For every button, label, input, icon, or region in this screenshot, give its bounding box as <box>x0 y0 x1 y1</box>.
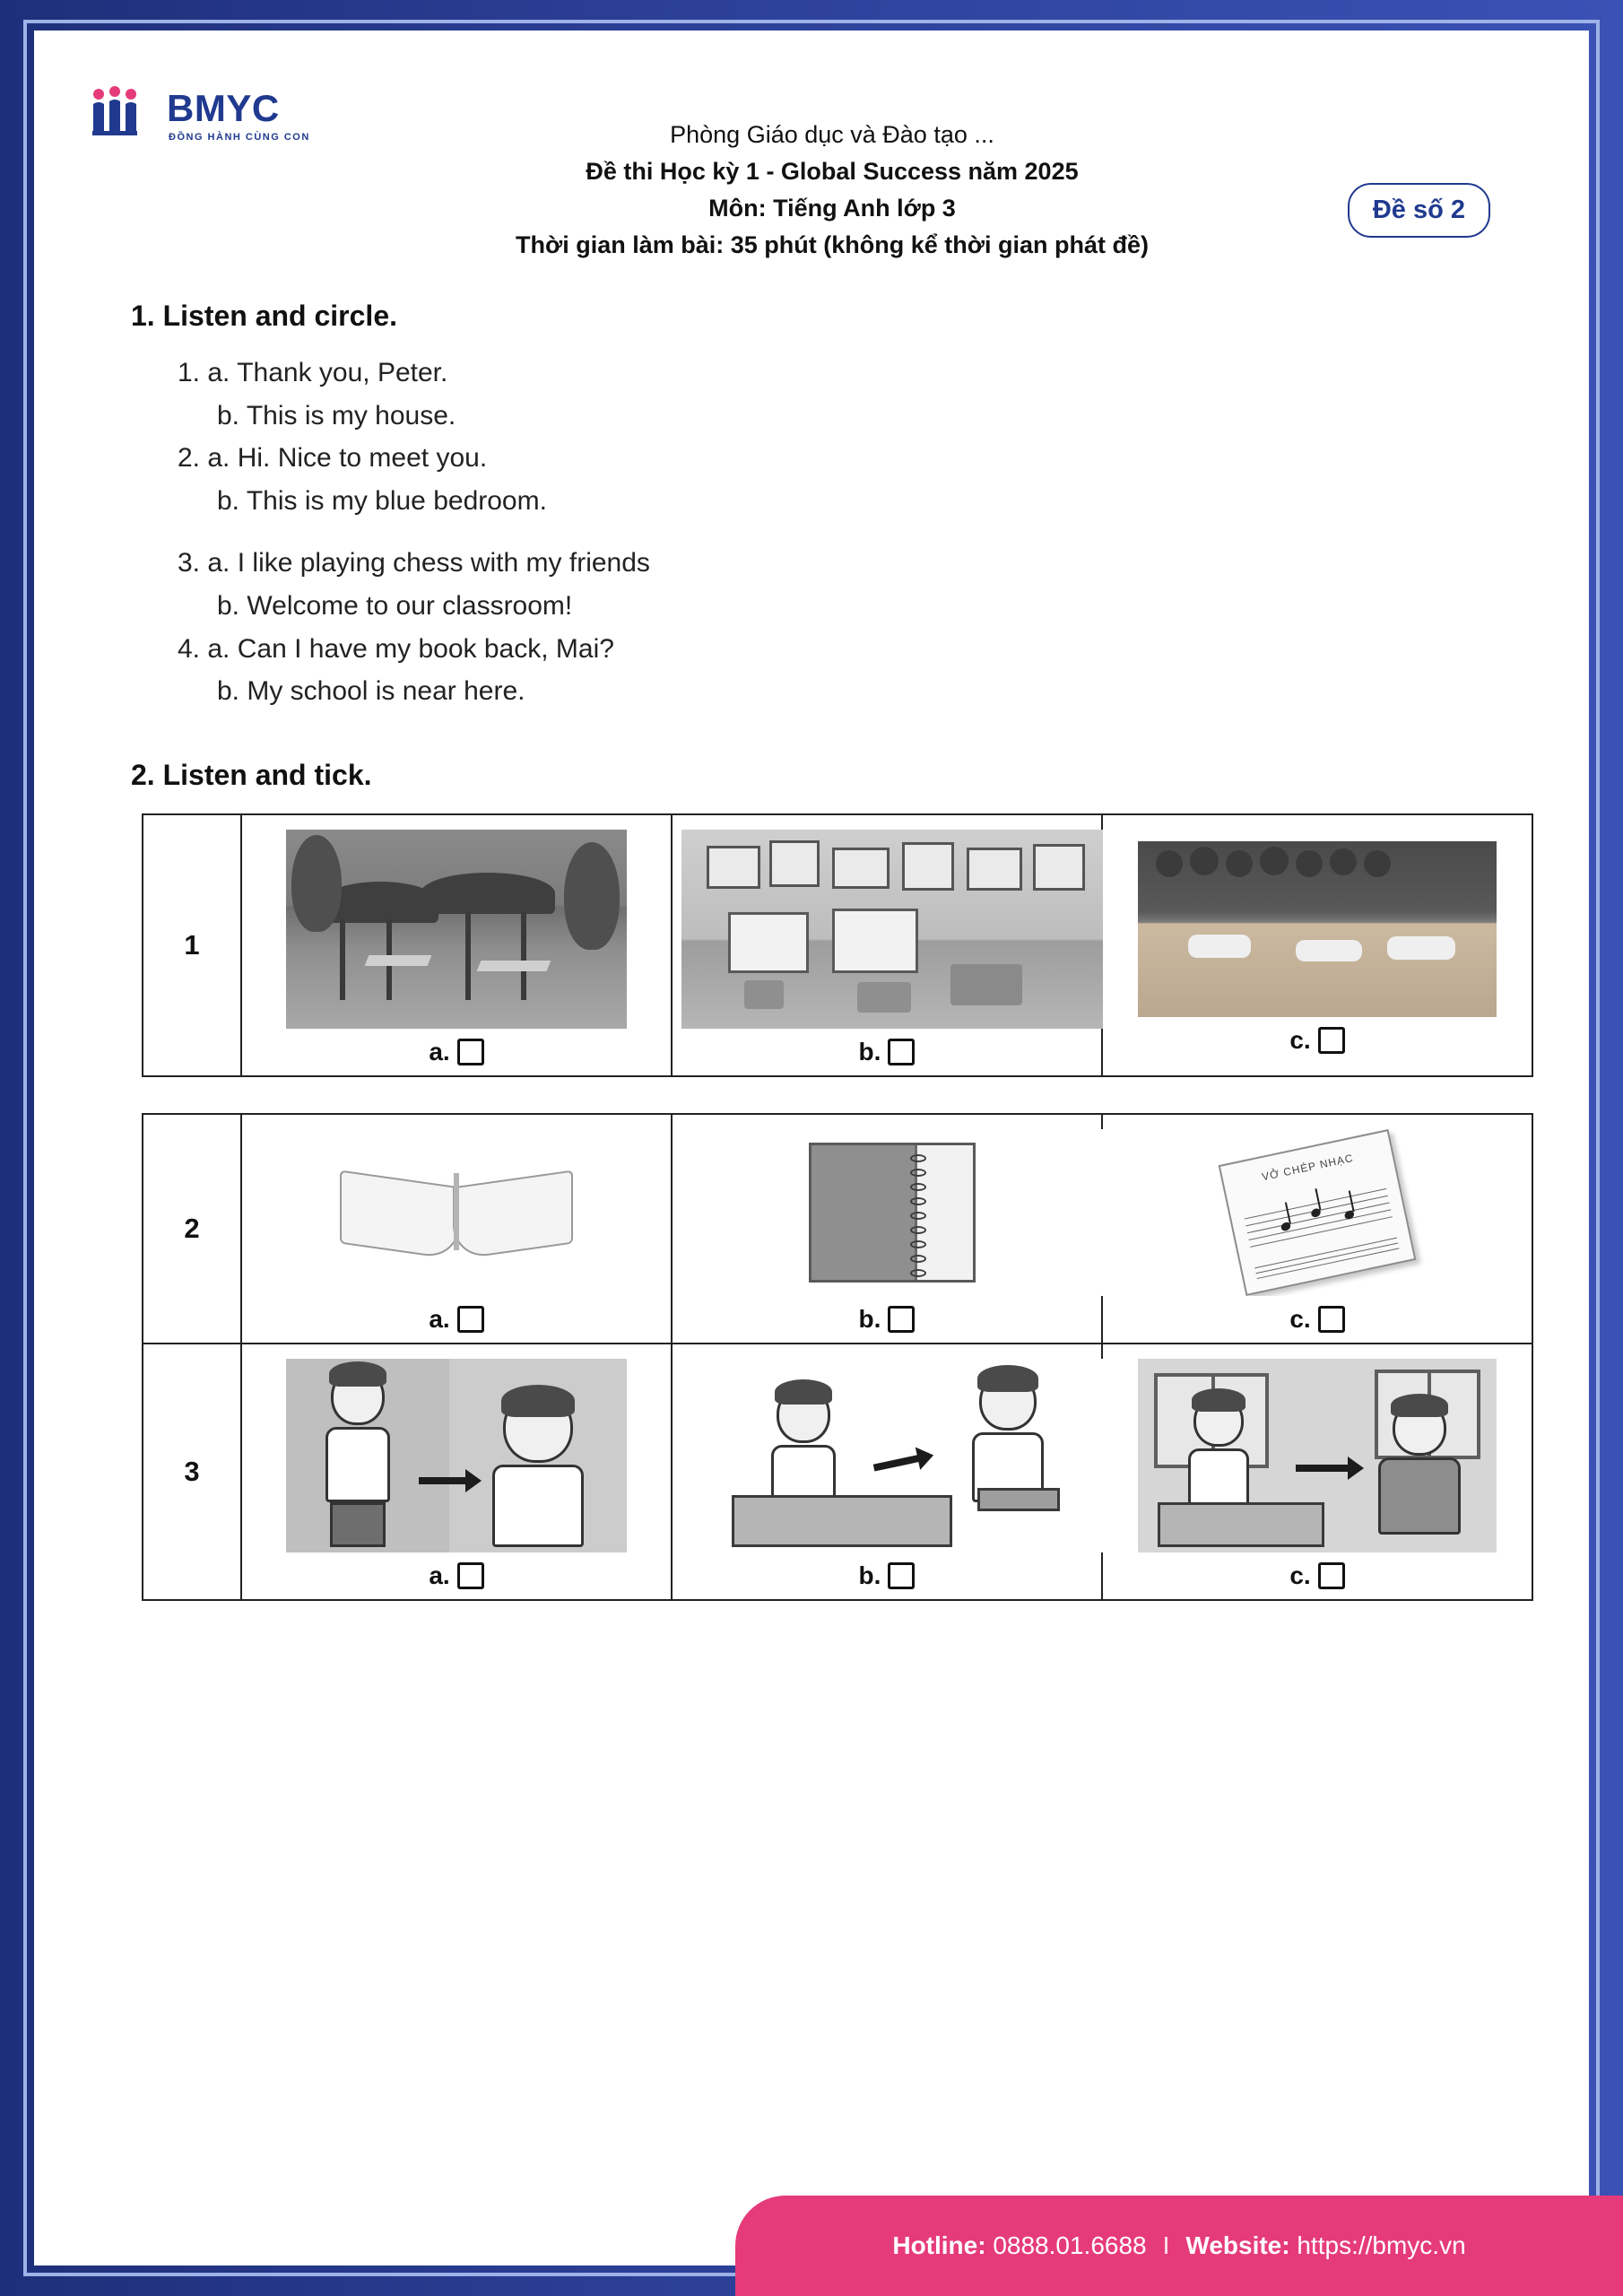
row1-option-c-label <box>1112 1026 1523 1055</box>
document-page <box>34 30 1589 2266</box>
row3-b-checkbox[interactable] <box>888 1562 915 1589</box>
row2-b-letter: b. <box>858 1304 881 1333</box>
row1-option-a-label <box>251 1038 662 1066</box>
pupil-talking-to-teacher-drawing <box>1138 1359 1497 1552</box>
row-number-1: 1 <box>143 814 241 1076</box>
art-classroom-photo <box>681 830 1103 1029</box>
row1-a-letter: a. <box>429 1037 450 1065</box>
row3-option-b-cell[interactable] <box>672 1344 1102 1600</box>
question-4-number: 4. <box>178 633 201 664</box>
header-subject: Môn: Tiếng Anh lớp 3 <box>708 195 956 222</box>
row2-option-a-label <box>251 1305 662 1334</box>
table-spacer <box>34 1077 1589 1113</box>
question-3-number: 3. <box>178 548 201 578</box>
listen-tick-table-rows23 <box>142 1113 1533 1601</box>
gym-children-photo <box>1138 841 1497 1017</box>
table-row <box>143 1344 1532 1600</box>
header-department-line: Phòng Giáo dục và Đào tạo ... <box>670 121 994 148</box>
row1-c-checkbox[interactable] <box>1318 1027 1345 1054</box>
document-header <box>34 30 1589 291</box>
question-2-option-a: a. Hi. Nice to meet you. <box>207 443 488 474</box>
question-2-number: 2. <box>178 443 201 474</box>
exercise-2-title: 2. Listen and tick. <box>131 758 372 791</box>
row2-option-b-label <box>681 1305 1092 1334</box>
row3-a-checkbox[interactable] <box>457 1562 484 1589</box>
exam-header-text <box>330 117 1334 264</box>
row1-option-c-cell[interactable] <box>1102 814 1532 1076</box>
question-4a <box>178 629 1589 670</box>
row-number-2: 2 <box>143 1114 241 1344</box>
row1-b-checkbox[interactable] <box>888 1039 915 1065</box>
boy-greeting-girl-drawing <box>286 1359 627 1552</box>
row3-option-c-cell[interactable] <box>1102 1344 1532 1600</box>
row3-a-letter: a. <box>429 1561 450 1589</box>
music-sheet-title: VỞ CHÉP NHẠC <box>1260 1151 1355 1184</box>
row1-option-a-cell[interactable] <box>241 814 672 1076</box>
row2-a-letter: a. <box>429 1304 450 1333</box>
header-duration: Thời gian làm bài: 35 phút (không kể thời gian phát đề) <box>516 231 1149 259</box>
open-book-photo <box>286 1129 627 1296</box>
row3-option-b-label <box>681 1561 1092 1590</box>
brand-text-block <box>167 87 310 143</box>
question-3-option-a: a. I like playing chess with my friends <box>207 548 650 578</box>
question-4b <box>178 671 1589 712</box>
row1-b-letter: b. <box>858 1037 881 1065</box>
bmyc-logo-icon <box>88 86 158 138</box>
question-2a <box>178 438 1589 479</box>
footer-website-value[interactable]: https://bmyc.vn <box>1297 2231 1466 2259</box>
row1-option-b-cell[interactable] <box>672 814 1102 1076</box>
document-content <box>34 300 1589 1601</box>
question-4-option-a: a. Can I have my book back, Mai? <box>207 633 614 664</box>
question-1-number: 1. <box>178 358 201 387</box>
girl-handing-book-drawing <box>681 1359 1103 1552</box>
question-3b <box>178 586 1589 627</box>
row1-option-b-label <box>681 1038 1092 1066</box>
question-1-option-a: a. Thank you, Peter. <box>207 358 448 387</box>
row3-c-checkbox[interactable] <box>1318 1562 1345 1589</box>
row3-option-a-label <box>251 1561 662 1590</box>
footer-hotline-value[interactable]: 0888.01.6688 <box>993 2231 1147 2259</box>
row3-option-c-label <box>1112 1561 1523 1590</box>
question-1a <box>178 352 1589 394</box>
row1-a-checkbox[interactable] <box>457 1039 484 1065</box>
question-1b <box>178 396 1589 437</box>
brand-tagline: ĐỒNG HÀNH CÙNG CON <box>169 132 310 143</box>
row2-option-b-cell[interactable] <box>672 1114 1102 1344</box>
question-2b <box>178 481 1589 522</box>
row2-option-c-cell[interactable] <box>1102 1114 1532 1344</box>
row2-a-checkbox[interactable] <box>457 1306 484 1333</box>
row2-c-letter: c. <box>1289 1304 1311 1333</box>
row2-option-c-label <box>1112 1305 1523 1334</box>
question-group-spacer <box>178 523 1589 543</box>
question-2-option-b: b. This is my blue bedroom. <box>217 485 547 516</box>
table-row <box>143 1114 1532 1344</box>
row2-option-a-cell[interactable] <box>241 1114 672 1344</box>
exercise-1-items <box>178 352 1589 712</box>
row3-option-a-cell[interactable] <box>241 1344 672 1600</box>
exam-code-badge: Đề số 2 <box>1348 183 1490 238</box>
brand-name: BMYC <box>167 87 280 129</box>
row2-b-checkbox[interactable] <box>888 1306 915 1333</box>
listen-tick-table-row1 <box>142 813 1533 1077</box>
spiral-notebook-photo <box>681 1129 1103 1296</box>
footer-website-label: Website: <box>1185 2231 1290 2259</box>
footer-separator: I <box>1162 2231 1170 2259</box>
question-3-option-b: b. Welcome to our classroom! <box>217 590 573 621</box>
table-row <box>143 814 1532 1076</box>
row-number-3: 3 <box>143 1344 241 1600</box>
row1-c-letter: c. <box>1289 1025 1311 1054</box>
question-1-option-b: b. This is my house. <box>217 400 456 430</box>
footer-contact-bar <box>735 2196 1623 2296</box>
header-exam-title: Đề thi Học kỳ 1 - Global Success năm 2025 <box>586 158 1079 186</box>
footer-hotline-label: Hotline: <box>892 2231 986 2259</box>
music-notebook-photo <box>1138 1129 1497 1296</box>
row3-b-letter: b. <box>858 1561 881 1589</box>
row3-c-letter: c. <box>1289 1561 1311 1589</box>
row2-c-checkbox[interactable] <box>1318 1306 1345 1333</box>
brand-logo <box>88 86 310 143</box>
playground-photo <box>286 830 627 1029</box>
question-4-option-b: b. My school is near here. <box>217 676 525 707</box>
question-3a <box>178 543 1589 584</box>
exercise-1-title: 1. Listen and circle. <box>131 300 397 332</box>
